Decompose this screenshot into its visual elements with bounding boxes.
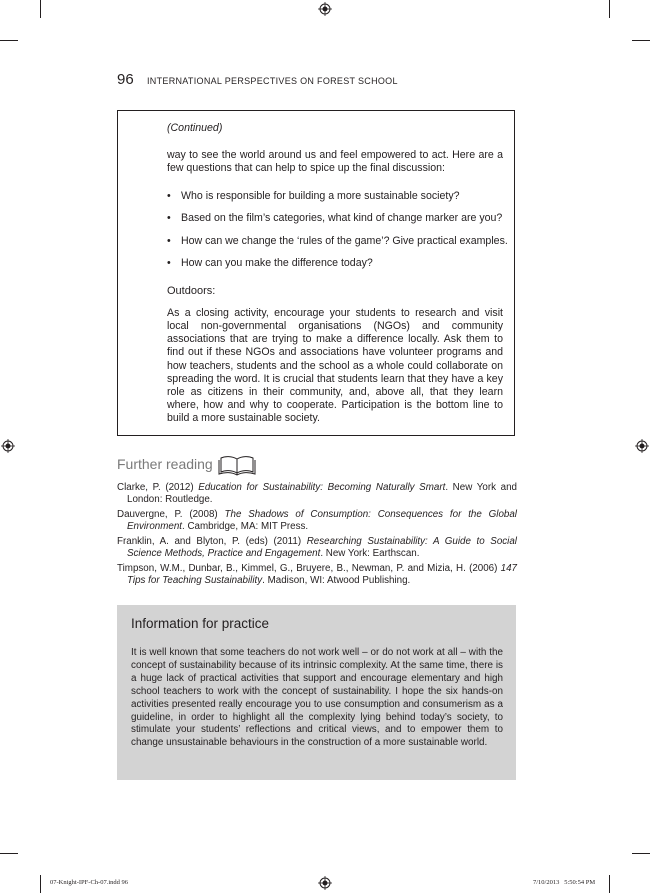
reference-item: Franklin, A. and Blyton, P. (eds) (2011) Researching Sustainability: A Guide to Social Science Methods, Practice and Engagement. New York: Earthscan. — [117, 536, 517, 559]
outdoors-heading: Outdoors: — [167, 284, 216, 297]
reference-list — [117, 482, 517, 590]
running-title: INTERNATIONAL PERSPECTIVES ON FOREST SCHOOL — [147, 76, 398, 86]
info-practice-title: Information for practice — [131, 616, 270, 631]
list-item: • How can we change the ‘rules of the game’? Give practical examples. — [167, 235, 503, 248]
discussion-questions — [167, 189, 508, 271]
list-item: • Based on the film’s categories, what kind of change marker are you? — [167, 212, 503, 225]
info-practice-body: It is well known that some teachers do not work well – or do not work at all – with the concept of sustainability because of its intrinsic complexity. At the same time, there is a huge lack of practical activities that support and encourage elementary and high school teachers to work with the concept of sustainability. I hope the six hands-on activities presented really encourage you to use consumption and consumerism as a guideline, in order to highlight all the complexity lying behind today’s society, to stimulate your students’ reflections and critical views, and to empower them to change unsustainable behaviours in the construction of a more sustainable world. — [131, 647, 503, 749]
crop-mark-bottom-left — [40, 875, 41, 893]
continued-activity-box — [117, 110, 515, 436]
registration-mark-icon — [318, 2, 332, 16]
crop-mark-left-top — [0, 40, 18, 41]
list-item: • How can you make the difference today? — [167, 257, 503, 270]
crop-mark-right-top — [632, 40, 650, 41]
crop-mark-left-bottom — [0, 853, 18, 854]
registration-mark-icon — [1, 439, 15, 453]
reference-item: Dauvergne, P. (2008) The Shadows of Consumption: Consequences for the Global Environment. Cambridge, MA: MIT Press. — [117, 509, 517, 532]
page-number: 96 — [117, 71, 134, 88]
reference-item: Clarke, P. (2012) Education for Sustainability: Becoming Naturally Smart. New York and London: Routledge. — [117, 482, 517, 505]
crop-mark-top-right — [609, 0, 610, 18]
slug-timestamp: 7/10/2013 5:50:54 PM — [533, 879, 596, 886]
registration-mark-icon — [635, 439, 649, 453]
crop-mark-bottom-right — [609, 875, 610, 893]
information-for-practice-panel — [117, 605, 516, 780]
crop-mark-right-bottom — [632, 853, 650, 854]
reference-item: Timpson, W.M., Dunbar, B., Kimmel, G., Bruyere, B., Newman, P. and Mizia, H. (2006) 147 Tips for Teaching Sustainability. Madison, WI: Atwood Publishing. — [117, 563, 517, 586]
slug-file-name: 07-Knight-IPF-Ch-07.indd 96 — [50, 879, 128, 886]
registration-mark-icon — [318, 876, 332, 890]
outdoors-paragraph: As a closing activity, encourage your students to research and visit local non-governmental organisations (NGOs) and community associations that are trying to make a difference locally. Ask them to find out if these NGOs and associations have volunteer programs and how teachers, students and the school as a whole could collaborate on spreading the word. It is crucial that students learn that they have a key role as citizens in their community, and, above all, that they learn where, how and why to cooperate. Participation is the bottom line to build a more sustainable society. — [167, 306, 503, 425]
intro-paragraph: way to see the world around us and feel empowered to act. Here are a few questions that can help to spice up the final discussion: — [167, 149, 503, 175]
open-book-icon — [218, 454, 256, 476]
list-item: • Who is responsible for building a more sustainable society? — [167, 190, 503, 203]
crop-mark-top-left — [40, 0, 41, 18]
further-reading-title: Further reading — [117, 456, 213, 472]
continued-label: (Continued) — [167, 122, 223, 134]
